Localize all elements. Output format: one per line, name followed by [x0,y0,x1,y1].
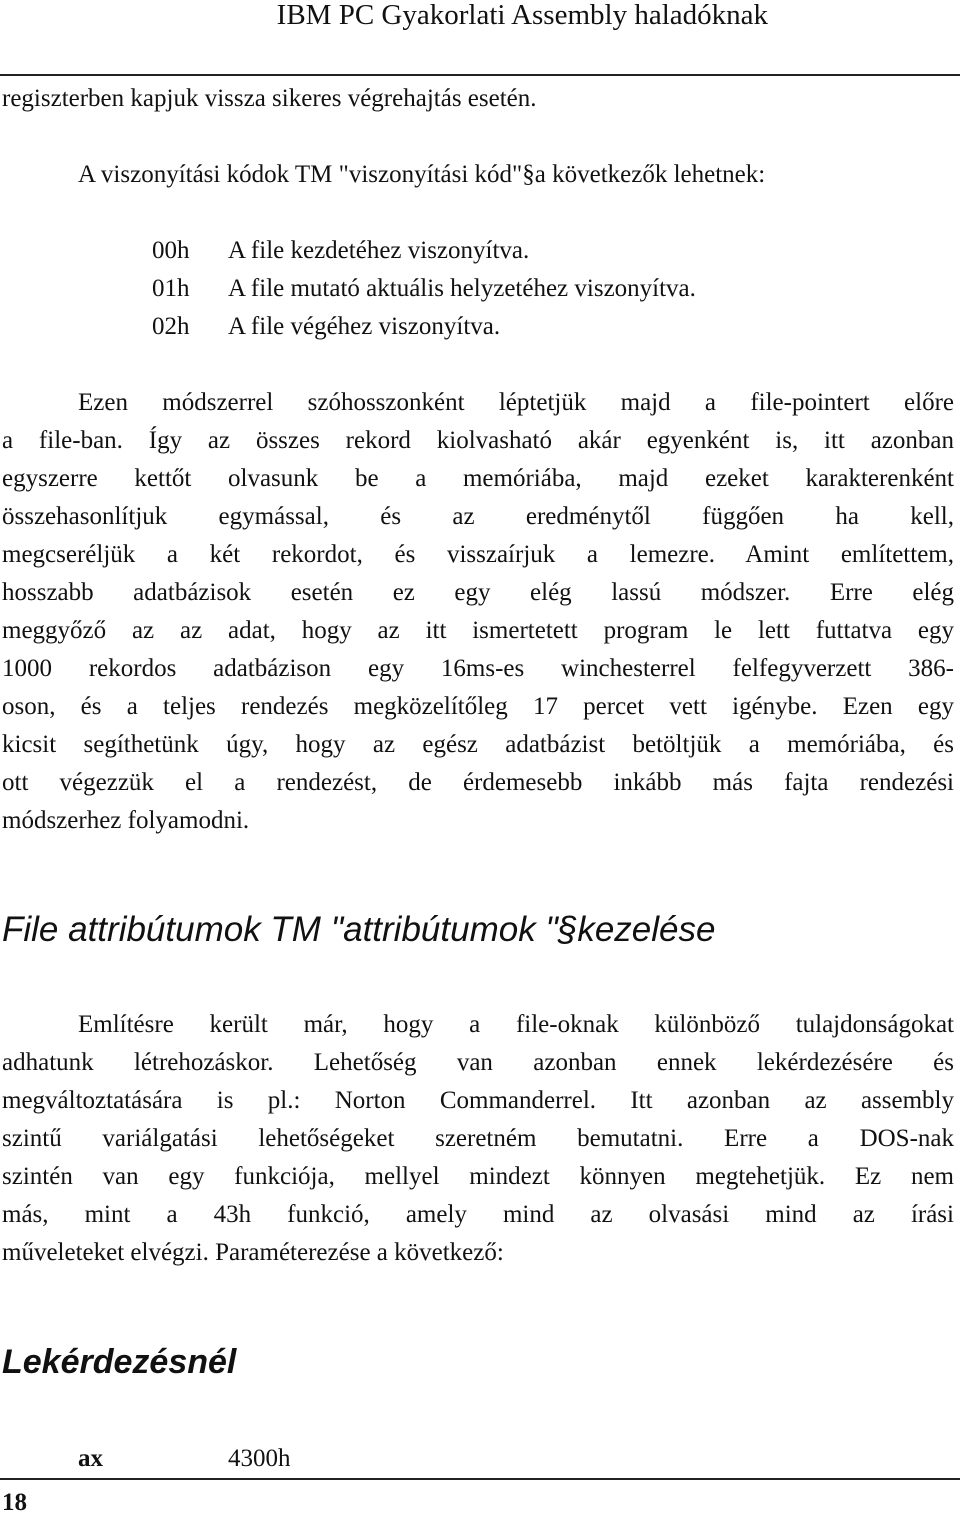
header-title: IBM PC Gyakorlati Assembly haladóknak [276,0,768,31]
text-line: regiszterben kapjuk vissza sikeres végrehajtás esetén. [2,85,537,112]
paragraph-line: szintű variálgatási lehetőségeket szeretném bemutatni. Erre a DOS-nak [2,1125,954,1152]
paragraph-line: oson, és a teljes rendezés megközelítőleg 17 percet vett igénybe. Ezen egy [2,693,954,720]
text-line: A viszonyítási kódok TM "viszonyítási kód"§a következők lehetnek: [78,161,766,188]
paragraph-line: összehasonlítjuk egymással, és az eredménytől függően ha kell, [2,503,954,530]
paragraph-line: ott végezzük el a rendezést, de érdemesebb inkább más fajta rendezési [2,769,954,796]
paragraph-line: kicsit segíthetünk úgy, hogy az egész adatbázist betöltjük a memóriába, és [2,731,954,758]
page-number: 18 [2,1489,27,1516]
paragraph-line: adhatunk létrehozáskor. Lehetőség van azonban ennek lekérdezésére és [2,1049,954,1076]
subsection-heading: Lekérdezésnél [2,1343,237,1381]
paragraph-line: egyszerre kettőt olvasunk be a memóriába, majd ezeket karakterenként [2,465,954,492]
paragraph-line: módszerhez folyamodni. [2,807,250,834]
paragraph-line: műveleteket elvégzi. Paraméterezése a következő: [2,1239,504,1266]
code-row [152,312,500,342]
paragraph-line: a file-ban. Így az összes rekord kiolvasható akár egyenként is, itt azonban [2,427,954,454]
register-value: 4300h [228,1445,291,1472]
footer-rule [0,1478,960,1480]
code-value: 02h [152,313,190,340]
code-description: A file végéhez viszonyítva. [228,313,501,340]
code-row [152,236,529,266]
code-row [152,274,696,304]
paragraph-line: szintén van egy funkciója, mellyel mindezt könnyen megtehetjük. Ez nem [2,1163,954,1190]
paragraph-line: hosszabb adatbázisok esetén ez egy elég lassú módszer. Erre elég [2,579,954,606]
register-name: ax [78,1445,103,1472]
code-description: A file mutató aktuális helyzetéhez viszonyítva. [228,275,696,302]
paragraph-line: Ezen módszerrel szóhosszonként léptetjük majd a file-pointert előre [78,389,954,416]
paragraph-line: megváltoztatására is pl.: Norton Commanderrel. Itt azonban az assembly [2,1087,954,1114]
code-value: 01h [152,275,190,302]
paragraph-line: megcseréljük a két rekordot, és visszaírjuk a lemezre. Amint említettem, [2,541,954,568]
page-header [0,0,960,38]
section-heading: File attribútumok TM "attribútumok "§kezelése [2,910,716,949]
code-value: 00h [152,237,190,264]
paragraph-line: más, mint a 43h funkció, amely mind az olvasási mind az írási [2,1201,954,1228]
code-description: A file kezdetéhez viszonyítva. [228,237,530,264]
paragraph-line: meggyőző az az adat, hogy az itt ismertetett program le lett futtatva egy [2,617,954,644]
header-rule [0,74,960,76]
paragraph-line: 1000 rekordos adatbázison egy 16ms-es winchesterrel felfegyverzett 386- [2,655,954,682]
paragraph-line: Említésre került már, hogy a file-oknak különböző tulajdonságokat [78,1011,954,1038]
